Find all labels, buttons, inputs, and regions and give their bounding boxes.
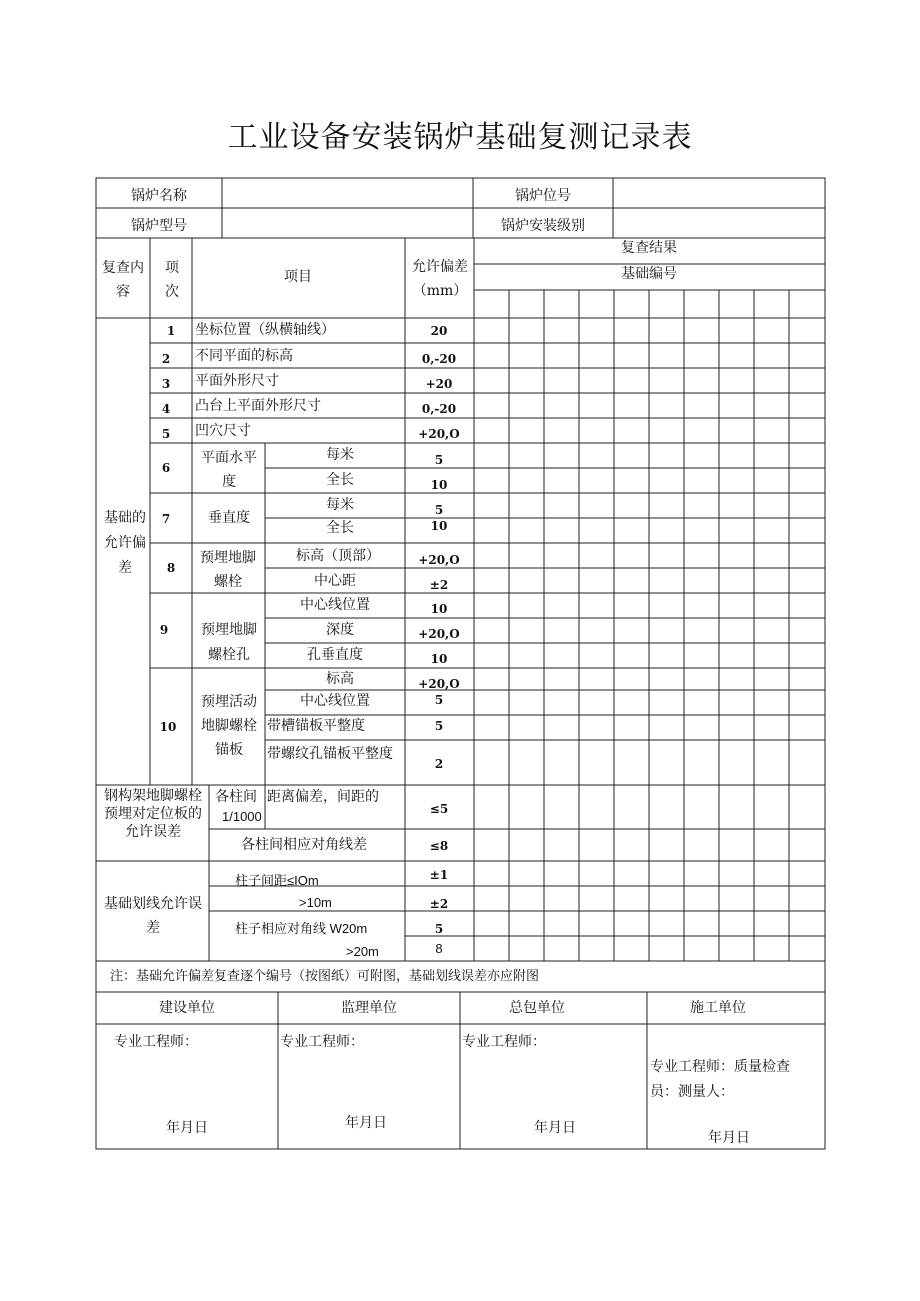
unit-general-contractor: 总包单位 bbox=[509, 1000, 565, 1016]
review-result-label: 复查结果 bbox=[621, 240, 677, 256]
row10-tol1: +20,O bbox=[418, 677, 460, 691]
row5-item: 凹穴尺寸 bbox=[195, 423, 251, 439]
row10-tol2: 5 bbox=[434, 693, 444, 707]
boiler-level-label: 锅炉安装级别 bbox=[501, 218, 585, 234]
line-item2: >10m bbox=[299, 895, 332, 910]
tolerance-unit: （mm） bbox=[412, 283, 468, 299]
row7-no: 7 bbox=[161, 512, 171, 526]
foundation-no-label: 基础编号 bbox=[621, 266, 677, 282]
note-text: 注：基础允许偏差复查逐个编号（按图纸）可附图，基础划线误差亦应附图 bbox=[110, 969, 540, 984]
row2-no: 2 bbox=[161, 352, 171, 366]
row9-sub2: 深度 bbox=[326, 622, 354, 638]
row7-item: 垂直度 bbox=[208, 510, 250, 526]
row8-item: 预埋地脚螺栓 bbox=[200, 550, 256, 590]
row9-no: 9 bbox=[159, 623, 169, 637]
row1-item: 坐标位置（纵横轴线） bbox=[195, 322, 335, 338]
engineer-label-1: 专业工程师： bbox=[114, 1034, 198, 1050]
row7-tol1: 5 bbox=[434, 503, 444, 517]
row6-item: 平面水平度 bbox=[201, 450, 257, 490]
row8-tol1: +20,O bbox=[418, 553, 460, 567]
item-label: 项目 bbox=[284, 269, 312, 285]
row8-no: 8 bbox=[166, 561, 176, 575]
row6-sub2: 全长 bbox=[326, 472, 354, 488]
line-section-label: 基础划线允许误差 bbox=[104, 896, 202, 936]
row9-tol3: 10 bbox=[430, 652, 448, 666]
row10-tol3: 5 bbox=[434, 719, 444, 733]
row9-tol2: +20,O bbox=[418, 627, 460, 641]
boiler-model-label: 锅炉型号 bbox=[131, 218, 187, 234]
row9-item: 预埋地脚螺栓孔 bbox=[201, 622, 257, 663]
row6-tol1: 5 bbox=[434, 453, 444, 467]
row8-sub1: 标高（顶部） bbox=[296, 548, 380, 564]
row9-sub1: 中心线位置 bbox=[300, 597, 370, 613]
item-no-label: 项次 bbox=[165, 260, 179, 300]
steel-tol1: ≤5 bbox=[429, 802, 449, 816]
date-2: 年月日 bbox=[345, 1115, 387, 1131]
row8-sub2: 中心距 bbox=[314, 573, 356, 589]
row4-tol: 0,-20 bbox=[421, 402, 457, 416]
steel-col-ratio: 1/1000 bbox=[222, 809, 262, 824]
row6-sub1: 每米 bbox=[326, 447, 354, 463]
engineer-label-3: 专业工程师： bbox=[462, 1034, 546, 1050]
row10-item: 预埋活动地脚螺栓锚板 bbox=[201, 694, 257, 758]
line-tol3: 5 bbox=[434, 922, 444, 936]
row3-no: 3 bbox=[161, 377, 171, 391]
row2-tol: 0,-20 bbox=[421, 352, 457, 366]
row3-tol: +20 bbox=[425, 377, 453, 391]
steel-section-label: 钢构架地脚螺栓预埋对定位板的允许误差 bbox=[104, 788, 202, 840]
line-item1: 柱子间距≤IOm bbox=[235, 873, 319, 888]
steel-item1: 距离偏差，间距的 bbox=[267, 789, 379, 805]
row10-sub1: 标高 bbox=[326, 671, 354, 687]
row10-no: 10 bbox=[159, 720, 177, 734]
row7-tol2: 10 bbox=[430, 519, 448, 533]
boiler-name-label: 锅炉名称 bbox=[131, 188, 187, 204]
line-item3: 柱子相应对角线 W20m bbox=[235, 921, 368, 936]
section-foundation-label: 基础的允许偏差 bbox=[104, 510, 146, 576]
row8-tol2: ±2 bbox=[429, 578, 449, 592]
line-tol2: ±2 bbox=[429, 897, 449, 911]
row4-item: 凸台上平面外形尺寸 bbox=[195, 398, 321, 414]
steel-item2: 各柱间相应对角线差 bbox=[241, 837, 367, 853]
row6-tol2: 10 bbox=[430, 478, 448, 492]
date-3: 年月日 bbox=[534, 1120, 576, 1136]
unit-supervision: 监理单位 bbox=[341, 1000, 397, 1016]
date-1: 年月日 bbox=[166, 1120, 208, 1136]
row9-sub3: 孔垂直度 bbox=[307, 647, 363, 663]
row5-no: 5 bbox=[161, 427, 171, 441]
row9-tol1: 10 bbox=[430, 602, 448, 616]
row4-no: 4 bbox=[161, 402, 171, 416]
row10-sub2: 中心线位置 bbox=[300, 693, 370, 709]
steel-tol2: ≤8 bbox=[429, 839, 449, 853]
row5-tol: +20,O bbox=[418, 427, 460, 441]
row1-no: 1 bbox=[166, 324, 176, 338]
tolerance-label: 允许偏差 bbox=[412, 259, 468, 275]
line-item4: >20m bbox=[346, 944, 379, 959]
engineer-label-4: 专业工程师：质量检查员：测量人： bbox=[650, 1059, 790, 1100]
row7-sub2: 全长 bbox=[326, 520, 354, 536]
row3-item: 平面外形尺寸 bbox=[195, 373, 279, 389]
unit-contractor: 施工单位 bbox=[690, 1000, 746, 1016]
engineer-label-2: 专业工程师： bbox=[280, 1034, 364, 1050]
row6-no: 6 bbox=[161, 461, 171, 475]
boiler-position-label: 锅炉位号 bbox=[515, 188, 571, 204]
row2-item: 不同平面的标高 bbox=[195, 348, 293, 364]
row7-sub1: 每米 bbox=[326, 497, 354, 513]
row1-tol: 20 bbox=[430, 324, 448, 338]
page-title: 工业设备安装锅炉基础复测记录表 bbox=[227, 120, 693, 155]
row10-tol4: 2 bbox=[434, 757, 444, 771]
row10-sub3: 带槽锚板平整度 bbox=[267, 718, 365, 734]
review-content-label: 复查内容 bbox=[102, 260, 144, 300]
row10-sub4: 带螺纹孔锚板平整度 bbox=[267, 746, 393, 762]
line-tol1: ±1 bbox=[429, 868, 449, 882]
steel-col-label: 各柱间 bbox=[215, 789, 257, 805]
date-4: 年月日 bbox=[708, 1130, 750, 1146]
unit-construction: 建设单位 bbox=[159, 1000, 215, 1016]
line-tol4: 8 bbox=[435, 941, 443, 956]
